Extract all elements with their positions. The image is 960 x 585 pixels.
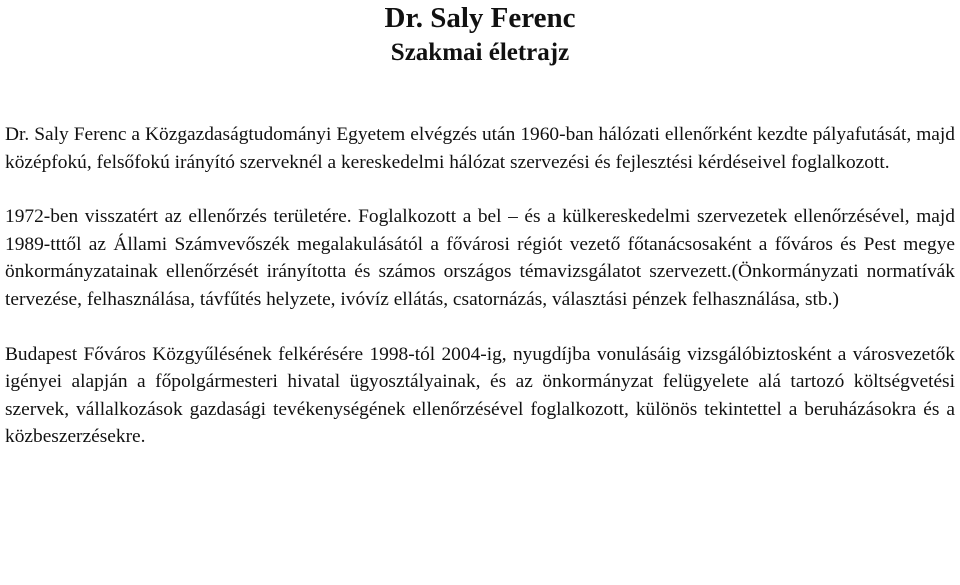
paragraph-commissioner-role: Budapest Főváros Közgyűlésének felkérésére 1998-tól 2004-ig, nyugdíjba vonulásáig vizsgálóbiztosként a városvezetők igényei alapján a főpolgármesteri hivatal ügyosztályainak, és az önkormányzat felügyelete alá tartozó költségvetési szervek, vállalkozások gazdasági tevékenységének ellenőrzésével foglalkozott, különös tekintettel a beruházásokra és a közbeszerzésekre.	[5, 343, 955, 448]
page-title: Dr. Saly Ferenc	[384, 2, 576, 34]
page-subtitle: Szakmai életrajz	[390, 39, 570, 66]
document-page	[5, 0, 955, 451]
paragraph-audit-career: 1972-ben visszatért az ellenőrzés területére. Foglalkozott a bel – és a külkereskedelmi szervezetek ellenőrzésével, majd 1989-tttől az Állami Számvevőszék megalakulásától a fővárosi régiót vezető főtanácsosaként a főváros és Pest megye önkormányzatainak ellenőrzését irányította és számos országos témavizsgálatot szervezett.(Önkormányzati normatívák tervezése, felhasználása, távfűtés helyzete, ivóvíz ellátás, csatornázás, választási pénzek felhasználása, stb.)	[5, 206, 955, 310]
paragraph-education-early-career: Dr. Saly Ferenc a Közgazdaságtudományi Egyetem elvégzés után 1960-ban hálózati ellenőrként kezdte pályafutását, majd középfokú, felsőfokú irányító szerveknél a kereskedelmi hálózat szervezési és fejlesztési kérdéseivel foglalkozott.	[5, 124, 955, 173]
